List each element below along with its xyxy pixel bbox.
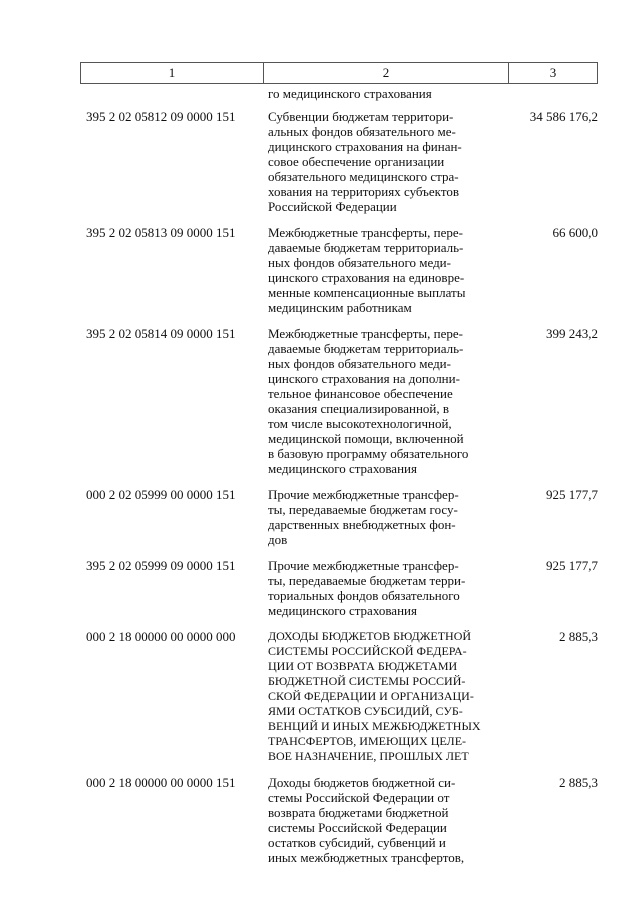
table-row xyxy=(82,225,598,315)
desc-line: дарственных внебюджетных фон- xyxy=(268,517,456,532)
row-description xyxy=(264,487,498,547)
desc-line: Российской Федерации xyxy=(268,199,397,214)
row-amount: 399 243,2 xyxy=(546,326,598,341)
desc-line: в базовую программу обязательного xyxy=(268,446,469,461)
column-header-2: 2 xyxy=(264,63,509,84)
budget-code: 000 2 18 00000 00 0000 000 xyxy=(86,629,236,644)
desc-line: медицинским работникам xyxy=(268,300,412,315)
desc-line: системы Российской Федерации xyxy=(268,820,447,835)
desc-line: ториальных фондов обязательного xyxy=(268,588,460,603)
desc-line: СИСТЕМЫ РОССИЙСКОЙ ФЕДЕРА- xyxy=(268,644,467,658)
desc-line: ты, передаваемые бюджетам терри- xyxy=(268,573,466,588)
continuation-row xyxy=(82,86,598,101)
desc-line: ты, передаваемые бюджетам госу- xyxy=(268,502,458,517)
row-amount: 66 600,0 xyxy=(552,225,598,240)
desc-line: менные компенсационные выплаты xyxy=(268,285,466,300)
desc-line: ВОЕ НАЗНАЧЕНИЕ, ПРОШЛЫХ ЛЕТ xyxy=(268,749,469,763)
table-row xyxy=(82,487,598,547)
desc-line: возврата бюджетами бюджетной xyxy=(268,805,449,820)
row-description xyxy=(264,225,498,315)
desc-line: альных фондов обязательного ме- xyxy=(268,124,456,139)
desc-line: Прочие межбюджетные трансфер- xyxy=(268,558,459,573)
desc-line: дицинского страхования на финан- xyxy=(268,139,462,154)
desc-line: дов xyxy=(268,532,288,547)
desc-line: стемы Российской Федерации от xyxy=(268,790,450,805)
desc-line: ных фондов обязательного меди- xyxy=(268,255,451,270)
budget-code: 000 2 02 05999 00 0000 151 xyxy=(86,487,236,502)
desc-line: даваемые бюджетам территориаль- xyxy=(268,240,464,255)
column-header-row xyxy=(81,63,598,84)
budget-code: 395 2 02 05999 09 0000 151 xyxy=(86,558,236,573)
table-row xyxy=(82,629,598,764)
column-header-1: 1 xyxy=(81,63,264,84)
table-row xyxy=(82,775,598,865)
desc-line: даваемые бюджетам территориаль- xyxy=(268,341,464,356)
desc-line: цинского страхования на единовре- xyxy=(268,270,465,285)
desc-line: Межбюджетные трансферты, пере- xyxy=(268,326,463,341)
budget-code: 395 2 02 05814 09 0000 151 xyxy=(86,326,236,341)
desc-line: цинского страхования на дополни- xyxy=(268,371,460,386)
desc-line: том числе высокотехнологичной, xyxy=(268,416,452,431)
row-amount: 925 177,7 xyxy=(546,558,598,573)
budget-code: 395 2 02 05812 09 0000 151 xyxy=(86,109,236,124)
desc-line: ТРАНСФЕРТОВ, ИМЕЮЩИХ ЦЕЛЕ- xyxy=(268,734,467,748)
desc-line: СКОЙ ФЕДЕРАЦИИ И ОРГАНИЗАЦИ- xyxy=(268,689,474,703)
desc-line: Межбюджетные трансферты, пере- xyxy=(268,225,463,240)
row-amount: 2 885,3 xyxy=(559,775,598,790)
desc-line: Субвенции бюджетам территори- xyxy=(268,109,454,124)
continuation-text: го медицинского страхования xyxy=(268,86,432,101)
column-header-3: 3 xyxy=(509,63,598,84)
desc-line: ных фондов обязательного меди- xyxy=(268,356,451,371)
desc-line: совое обеспечение организации xyxy=(268,154,445,169)
desc-line: медицинского страхования xyxy=(268,603,417,618)
table-row xyxy=(82,558,598,618)
desc-line: Доходы бюджетов бюджетной си- xyxy=(268,775,456,790)
table-row xyxy=(82,326,598,476)
row-description xyxy=(264,629,498,764)
row-amount: 925 177,7 xyxy=(546,487,598,502)
desc-line: обязательного медицинского стра- xyxy=(268,169,459,184)
budget-code: 395 2 02 05813 09 0000 151 xyxy=(86,225,236,240)
budget-code: 000 2 18 00000 00 0000 151 xyxy=(86,775,236,790)
column-header-table xyxy=(80,62,598,84)
desc-line: БЮДЖЕТНОЙ СИСТЕМЫ РОССИЙ- xyxy=(268,674,466,688)
desc-line: тельное финансовое обеспечение xyxy=(268,386,453,401)
desc-line: хования на территориях субъектов xyxy=(268,184,459,199)
table-row xyxy=(82,109,598,214)
desc-line: иных межбюджетных трансфертов, xyxy=(268,850,465,865)
row-amount: 34 586 176,2 xyxy=(529,109,598,124)
desc-line: ВЕНЦИЙ И ИНЫХ МЕЖБЮДЖЕТНЫХ xyxy=(268,719,481,733)
desc-line: Прочие межбюджетные трансфер- xyxy=(268,487,459,502)
desc-line: ЦИИ ОТ ВОЗВРАТА БЮДЖЕТАМИ xyxy=(268,659,458,673)
desc-line: оказания специализированной, в xyxy=(268,401,450,416)
desc-line: медицинского страхования xyxy=(268,461,417,476)
row-description xyxy=(264,326,498,476)
row-description xyxy=(264,775,498,865)
desc-line: ЯМИ ОСТАТКОВ СУБСИДИЙ, СУБ- xyxy=(268,704,463,718)
row-description xyxy=(264,109,498,214)
row-description xyxy=(264,558,498,618)
desc-line: остатков субсидий, субвенций и xyxy=(268,835,446,850)
desc-line: ДОХОДЫ БЮДЖЕТОВ БЮДЖЕТНОЙ xyxy=(268,629,472,643)
revenue-table-body xyxy=(82,86,598,865)
row-amount: 2 885,3 xyxy=(559,629,598,644)
desc-line: медицинской помощи, включенной xyxy=(268,431,464,446)
